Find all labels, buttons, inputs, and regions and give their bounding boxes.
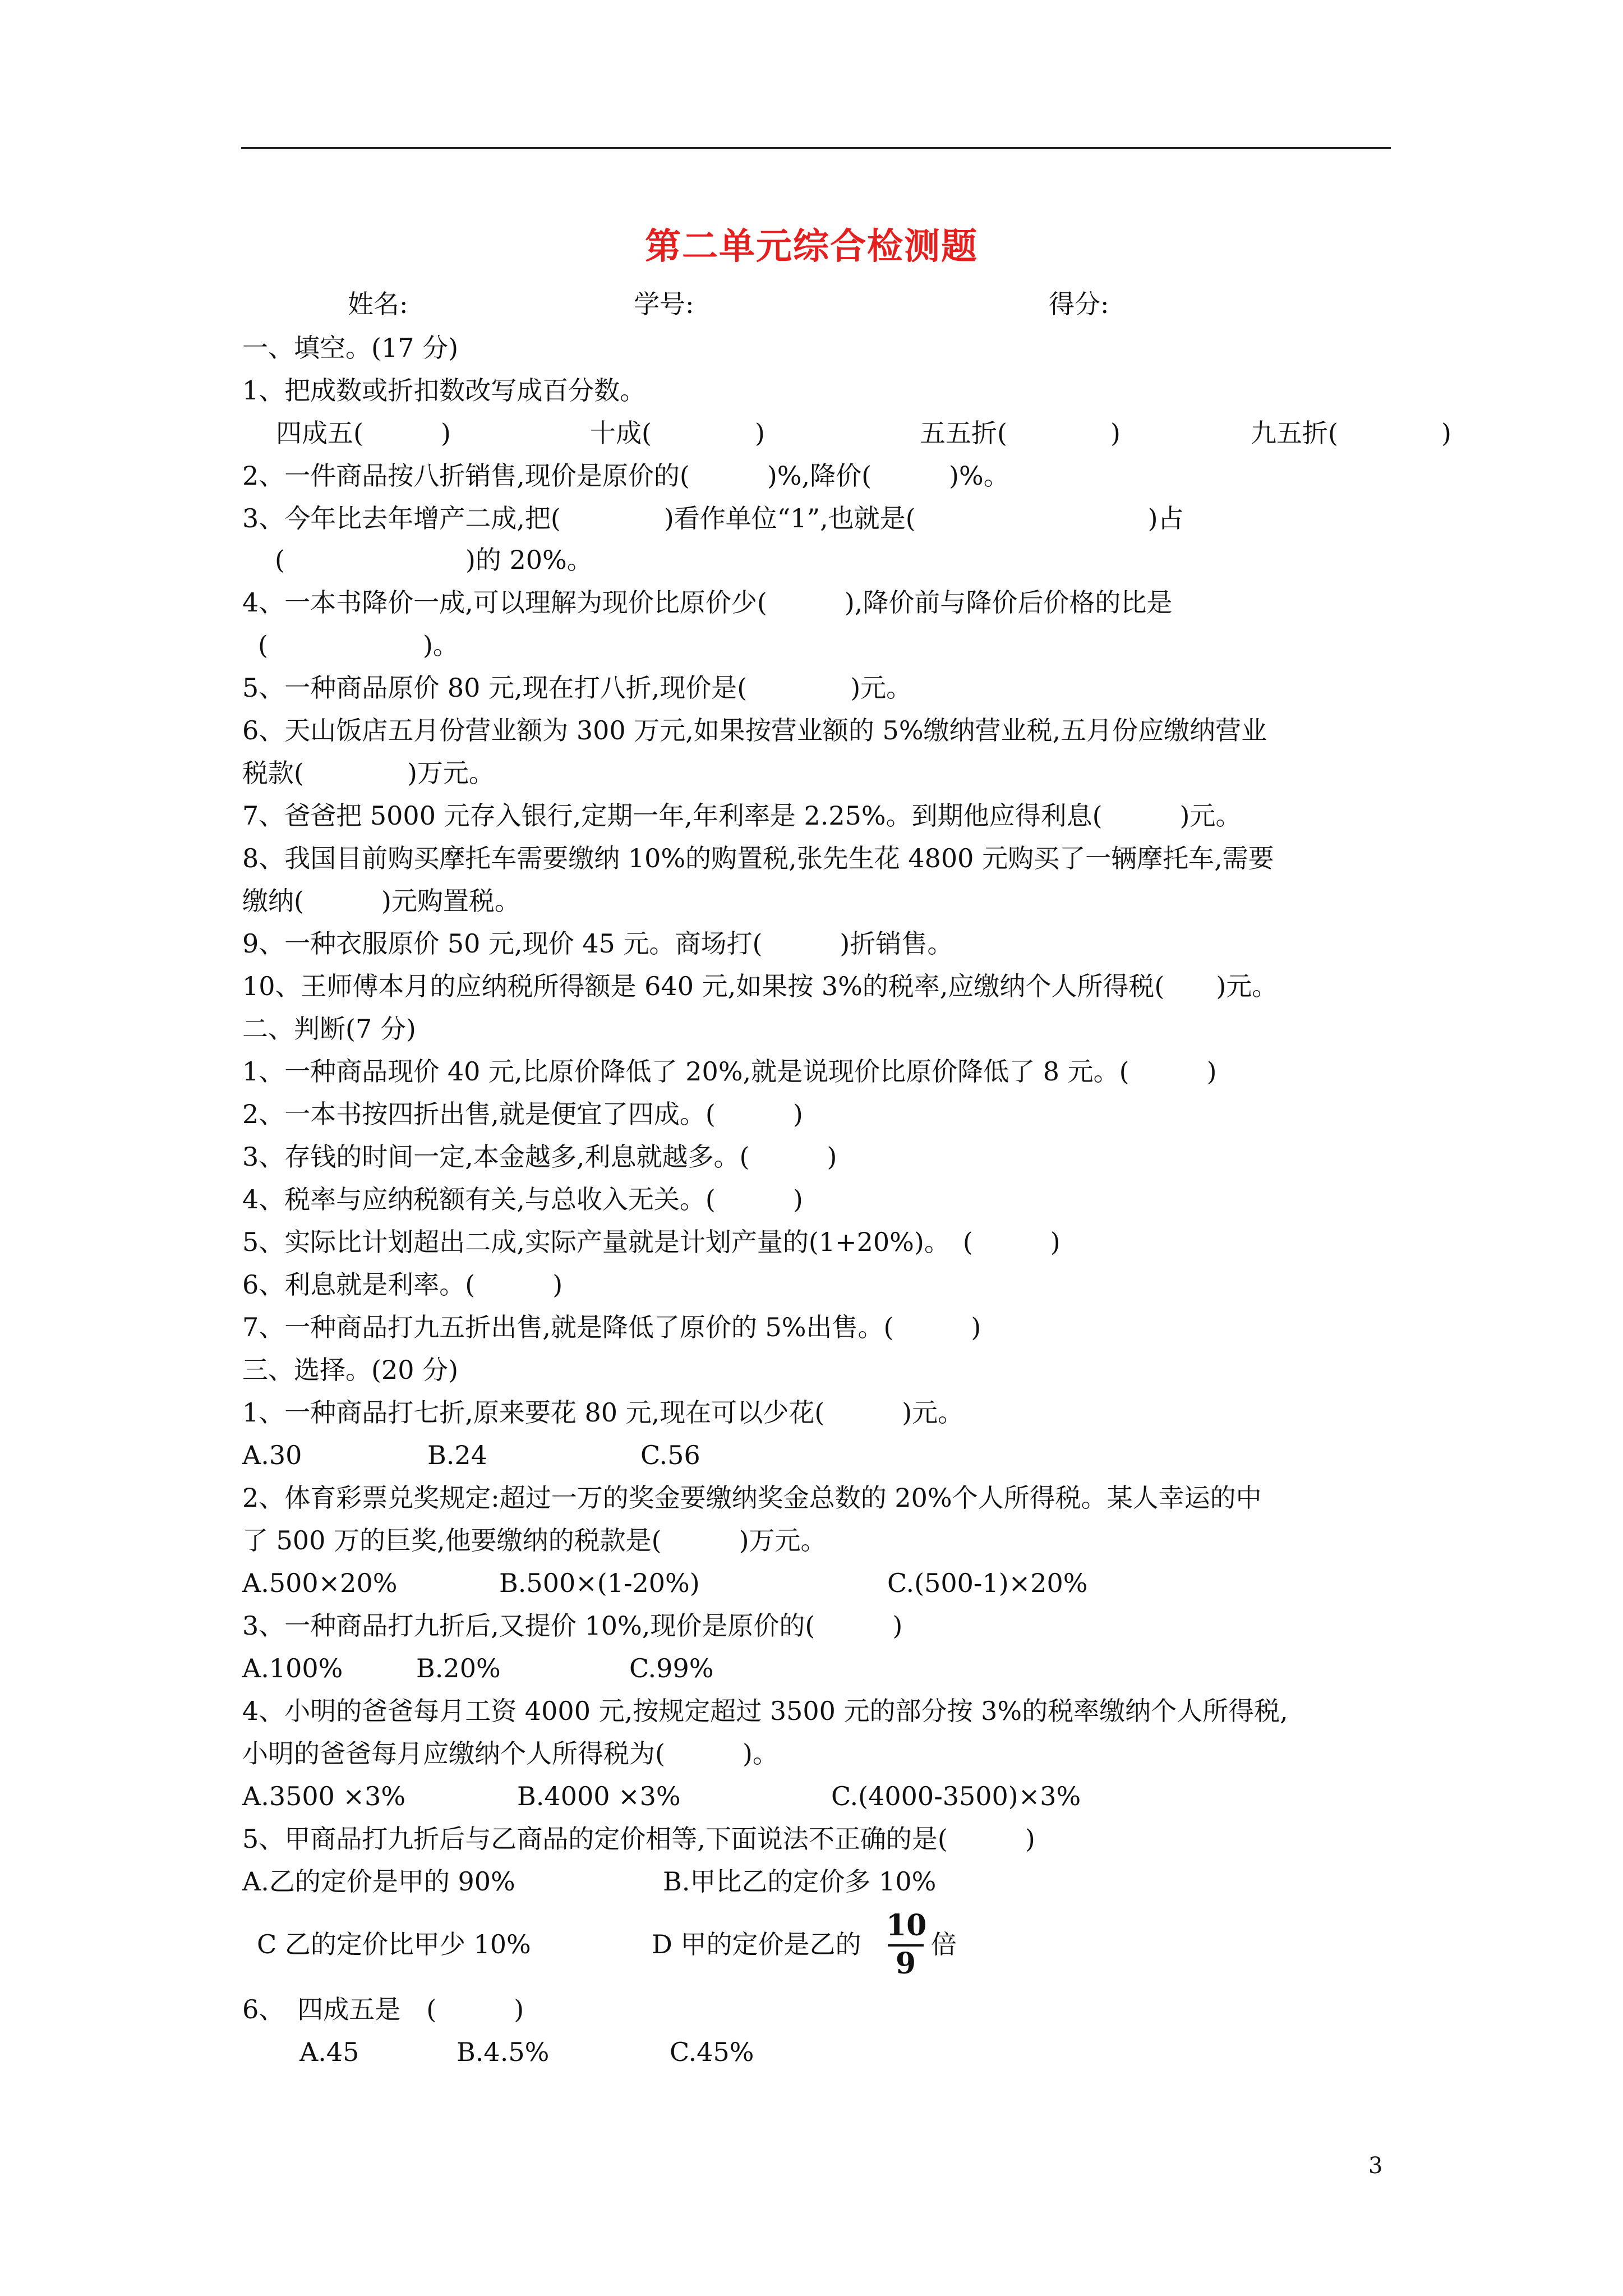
question-1-2: 2、一件商品按八折销售,现价是原价的( )%,降价( )%。 bbox=[242, 461, 1009, 491]
option-b: B.20% bbox=[416, 1653, 501, 1683]
judgment-item: 2、一本书按四折出售,就是便宜了四成。( ) bbox=[242, 1099, 803, 1129]
option-c: C.(500-1)×20% bbox=[887, 1568, 1088, 1598]
question-3-5: 5、甲商品打九折后与乙商品的定价相等,下面说法不正确的是( ) bbox=[242, 1824, 1035, 1854]
option-a: A.100% bbox=[242, 1653, 343, 1683]
option-c: C 乙的定价比甲少 10% bbox=[257, 1929, 531, 1959]
section-3-heading: 三、选择。(20 分) bbox=[242, 1355, 459, 1385]
question-3-4-cont: 小明的爸爸每月应缴纳个人所得税为( )。 bbox=[242, 1738, 778, 1769]
question-1-4-cont: ( )。 bbox=[258, 630, 459, 660]
option-d-suffix: 倍 bbox=[931, 1929, 957, 1959]
question-3-1: 1、一种商品打七折,原来要花 80 元,现在可以少花( )元。 bbox=[242, 1397, 964, 1428]
fraction-denominator: 9 bbox=[895, 1947, 916, 1981]
option-c: C.56 bbox=[640, 1440, 700, 1470]
question-3-2: 2、体育彩票兑奖规定:超过一万的奖金要缴纳奖金总数的 20%个人所得税。某人幸运的中 bbox=[242, 1483, 1262, 1513]
blank-item: 十成( ) bbox=[590, 418, 765, 448]
name-label: 姓名: bbox=[348, 289, 408, 319]
blank-item: 九五折( ) bbox=[1251, 418, 1451, 448]
question-3-6: 6、 四成五是 ( ) bbox=[242, 1994, 524, 2024]
option-a: A.3500 ×3% bbox=[242, 1781, 406, 1811]
option-a: A.45 bbox=[299, 2037, 359, 2067]
option-b: B.甲比乙的定价多 10% bbox=[663, 1866, 937, 1897]
section-2-heading: 二、判断(7 分) bbox=[242, 1014, 416, 1044]
question-1-9: 9、一种衣服原价 50 元,现价 45 元。商场打( )折销售。 bbox=[242, 928, 953, 959]
question-3-4: 4、小明的爸爸每月工资 4000 元,按规定超过 3500 元的部分按 3%的税率缴纳个人所得税, bbox=[242, 1696, 1288, 1726]
option-a: A.500×20% bbox=[242, 1568, 398, 1598]
question-1-8: 8、我国目前购买摩托车需要缴纳 10%的购置税,张先生花 4800 元购买了一辆摩托车,需要 bbox=[242, 843, 1274, 873]
option-c: C.(4000-3500)×3% bbox=[831, 1781, 1081, 1811]
page-number: 3 bbox=[1368, 2153, 1383, 2179]
option-b: B.4.5% bbox=[457, 2037, 550, 2067]
question-1-6: 6、天山饭店五月份营业额为 300 万元,如果按营业额的 5%缴纳营业税,五月份应缴纳营业 bbox=[242, 715, 1267, 746]
option-c: C.45% bbox=[670, 2037, 754, 2067]
question-1-5: 5、一种商品原价 80 元,现在打八折,现价是( )元。 bbox=[242, 673, 912, 703]
student-id-label: 学号: bbox=[634, 289, 694, 319]
header-rule bbox=[241, 147, 1391, 149]
question-1-8-cont: 缴纳( )元购置税。 bbox=[242, 886, 520, 916]
fraction-numerator: 10 bbox=[886, 1908, 927, 1943]
judgment-item: 7、一种商品打九五折出售,就是降低了原价的 5%出售。( ) bbox=[242, 1312, 981, 1342]
option-b: B.4000 ×3% bbox=[517, 1781, 681, 1811]
question-1-1: 1、把成数或折扣数改写成百分数。 bbox=[242, 375, 646, 406]
judgment-item: 4、税率与应纳税额有关,与总收入无关。( ) bbox=[242, 1184, 803, 1214]
question-3-2-cont: 了 500 万的巨奖,他要缴纳的税款是( )万元。 bbox=[242, 1525, 827, 1556]
question-1-6-cont: 税款( )万元。 bbox=[242, 758, 495, 788]
option-b: B.24 bbox=[427, 1440, 487, 1470]
judgment-item: 3、存钱的时间一定,本金越多,利息就越多。( ) bbox=[242, 1142, 837, 1172]
judgment-item: 6、利息就是利率。( ) bbox=[242, 1269, 563, 1300]
option-a: A.乙的定价是甲的 90% bbox=[242, 1866, 515, 1897]
option-c: C.99% bbox=[629, 1653, 714, 1683]
question-1-7: 7、爸爸把 5000 元存入银行,定期一年,年利率是 2.25%。到期他应得利息( )元。 bbox=[242, 800, 1242, 831]
option-d: D 甲的定价是乙的 bbox=[652, 1929, 861, 1959]
judgment-item: 5、实际比计划超出二成,实际产量就是计划产量的(1+20%)。 ( ) bbox=[242, 1227, 1061, 1257]
section-1-heading: 一、填空。(17 分) bbox=[242, 333, 459, 363]
question-1-3-cont: ( )的 20%。 bbox=[275, 545, 593, 575]
question-1-10: 10、王师傅本月的应纳税所得额是 640 元,如果按 3%的税率,应缴纳个人所得税( )元。 bbox=[242, 971, 1278, 1001]
page-title: 第二单元综合检测题 bbox=[645, 226, 978, 268]
judgment-item: 1、一种商品现价 40 元,比原价降低了 20%,就是说现价比原价降低了 8 元。( ) bbox=[242, 1056, 1217, 1087]
question-1-4: 4、一本书降价一成,可以理解为现价比原价少( ),降价前与降价后价格的比是 bbox=[242, 587, 1173, 618]
question-1-3: 3、今年比去年增产二成,把( )看作单位“1”,也就是( )占 bbox=[242, 503, 1184, 533]
question-3-3: 3、一种商品打九折后,又提价 10%,现价是原价的( ) bbox=[242, 1611, 903, 1641]
score-label: 得分: bbox=[1049, 289, 1109, 319]
option-a: A.30 bbox=[242, 1440, 302, 1470]
blank-item: 五五折( ) bbox=[920, 418, 1121, 448]
blank-item: 四成五( ) bbox=[276, 418, 451, 448]
option-b: B.500×(1-20%) bbox=[499, 1568, 700, 1598]
